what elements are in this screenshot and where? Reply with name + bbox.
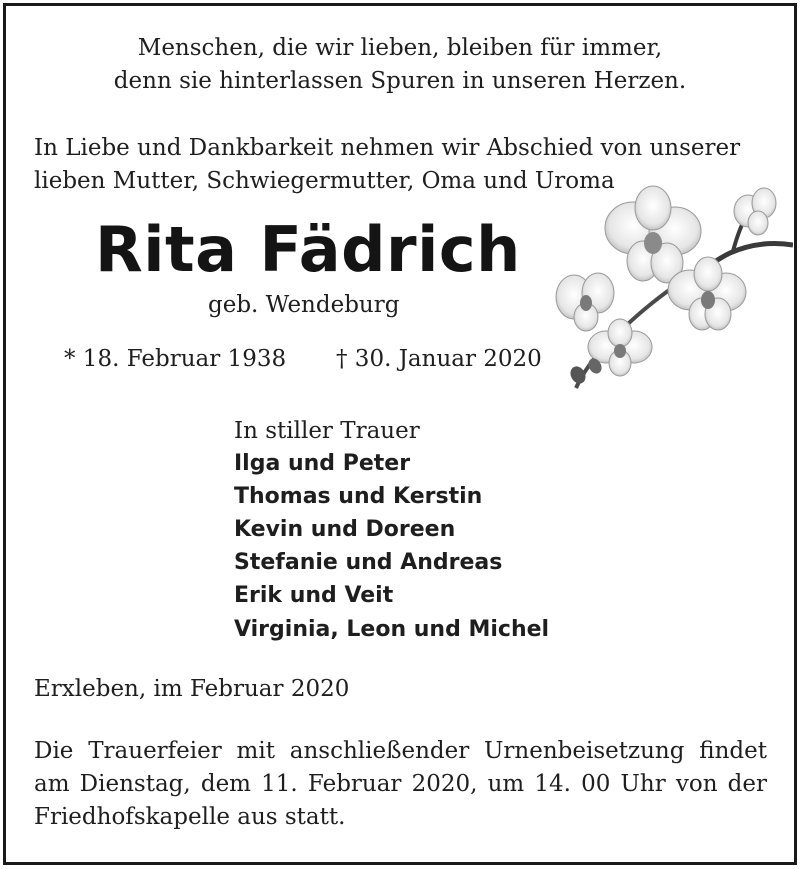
mourner-name: Thomas und Kerstin (234, 484, 483, 509)
place-date: Erxleben, im Februar 2020 (34, 676, 350, 702)
mourner-name: Stefanie und Andreas (234, 550, 503, 575)
death-date: † 30. Januar 2020 (336, 346, 542, 372)
mourner-name: Ilga und Peter (234, 451, 411, 476)
maiden-name: geb. Wendeburg (208, 292, 400, 318)
motto-line-2: denn sie hinterlassen Spuren in unseren Herzen. (113, 68, 687, 94)
orchid-flower-image (548, 183, 793, 398)
mourner-name: Kevin und Doreen (234, 517, 456, 542)
intro-line-2: lieben Mutter, Schwiegermutter, Oma und Uroma (34, 168, 615, 194)
ceremony-line-3: Friedhofskapelle aus statt. (34, 804, 346, 830)
intro-line-1: In Liebe und Dankbarkeit nehmen wir Abschied von unserer (34, 135, 741, 161)
birth-date: * 18. Februar 1938 (64, 346, 287, 372)
mourners-heading: In stiller Trauer (234, 418, 420, 444)
ceremony-line-2: am Dienstag, dem 11. Februar 2020, um 14. 00 Uhr von der (34, 771, 767, 797)
ceremony-line-1: Die Trauerfeier mit anschließender Urnenbeisetzung findet (34, 738, 767, 764)
motto-line-1: Menschen, die wir lieben, bleiben für immer, (137, 35, 663, 61)
mourner-name: Erik und Veit (234, 583, 394, 608)
mourner-name: Virginia, Leon und Michel (234, 617, 550, 642)
deceased-name: Rita Fädrich (95, 213, 521, 286)
